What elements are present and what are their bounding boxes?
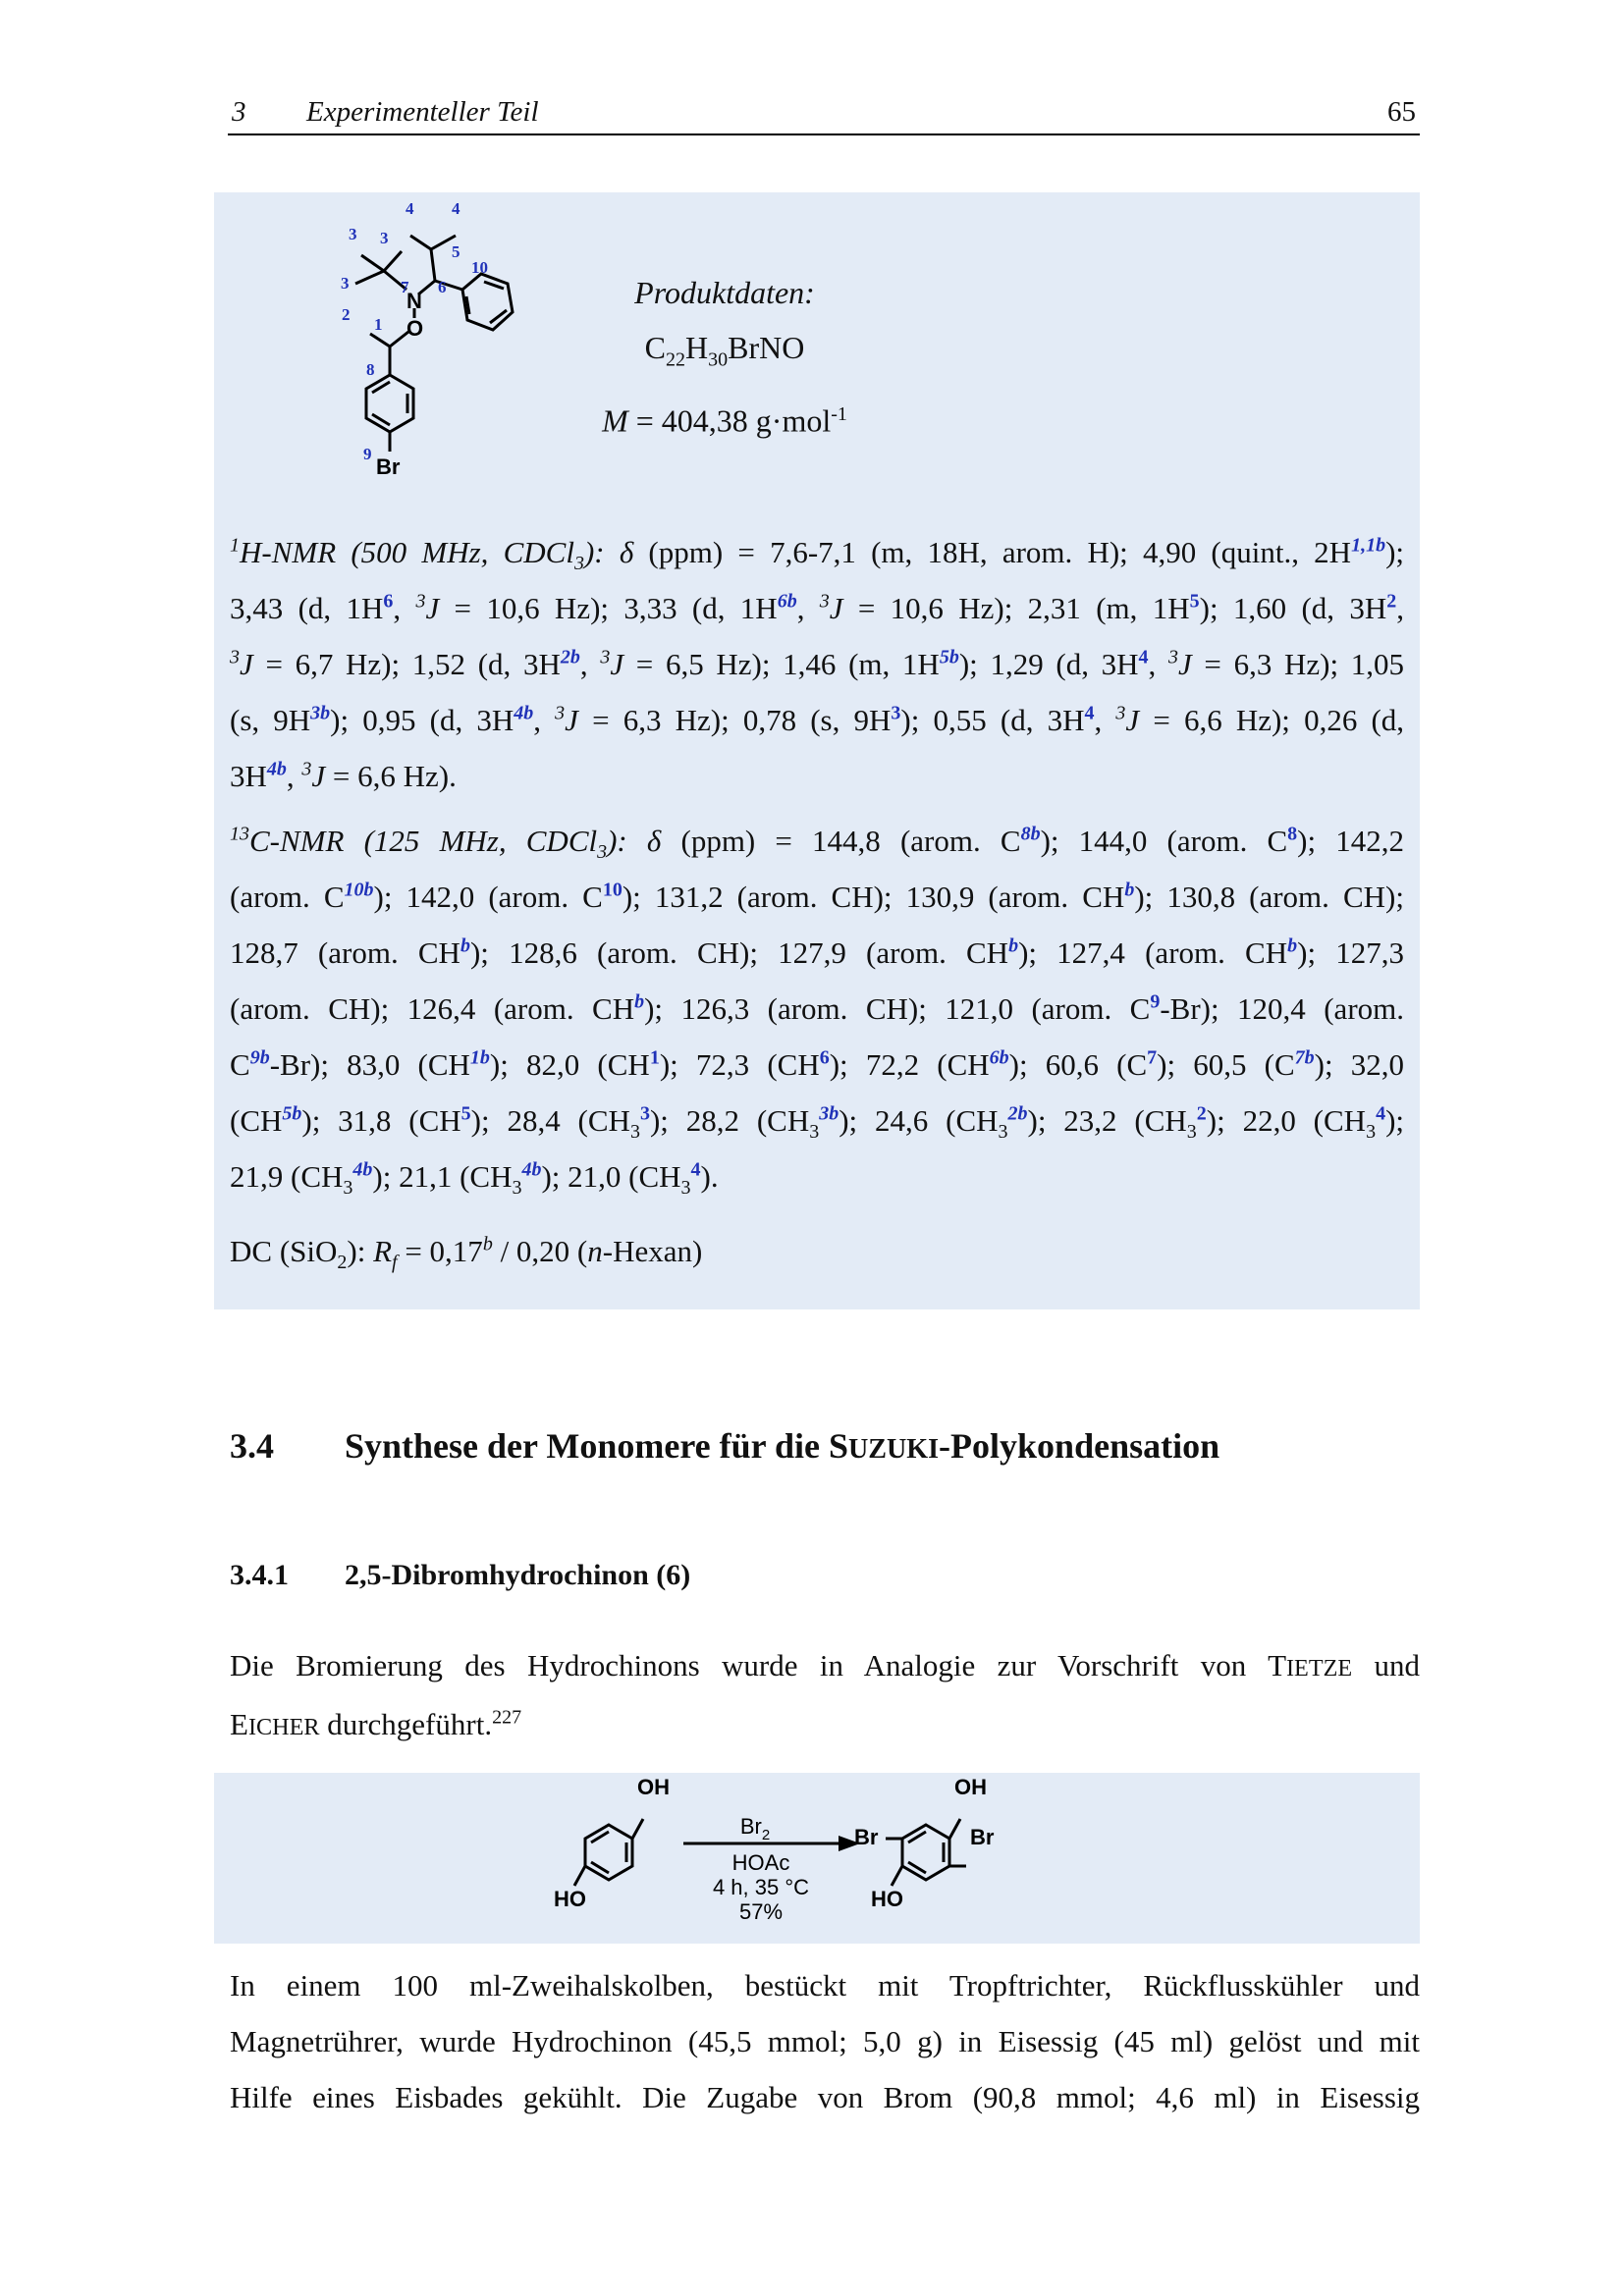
pos-3a: 3 [349, 225, 357, 243]
pos-1: 1 [374, 315, 383, 334]
h-nmr-paragraph: $^1$H-NMR (500 MHz, CDCl$_3$): δ (ppm) = 7,6-7,1 (m, 18H, arom. H); 4,90 (quint., $2H^{1,1b}$); 3,43 (d, $1H^6$, $^3$J = 10,6 Hz); 3,33 (d, $1H^{6b}$, $^3$J = 10,6 Hz); 2,31 (m, $1H^5$); 1,60 (d, $3H^2$, $^3$J = 6,7 Hz); 1,52 (d, $3H^{2b}$, $^3$J = 6,5 Hz); 1,46 (m, $1H^{5b}$); 1,29 (d, $3H^4$, $^3$J = 6,3 Hz); 1,05 (s, $9H^{3b}$); 0,95 (d, $3H^{4b}$, $^3$J = 6,3 Hz); 0,78 (s, $9H^3$); 0,55 (d, $3H^4$, $^3$J = 6,6 Hz); 0,26 (d, $3H^{4b}$, $^3$J = 6,6 Hz). [230, 534, 1405, 793]
atom-Br: Br [376, 454, 401, 479]
reagent-label: $Br_2$ [739, 1814, 771, 1843]
tlc-line: DC (SiO$_2$): $R_f = 0,17^b / 0,20$ (n-Hexan) [230, 1233, 703, 1274]
section-title: Synthese der Monomere für die SUZUKI-Polykondensation [345, 1426, 1220, 1466]
section-number: 3.4 [230, 1426, 274, 1466]
pos-4b: 4 [452, 199, 460, 218]
molar-mass: M = 404,38 g·mol$^{-1}$ [602, 403, 847, 440]
pos-8: 8 [366, 360, 375, 379]
br-left-label: Br [854, 1825, 879, 1849]
reaction-scheme [548, 1773, 1098, 1944]
c-nmr-label: $^{13}$C-NMR (125 MHz, CDCl$_3$): [230, 823, 627, 864]
pos-6: 6 [438, 278, 447, 296]
subsection-heading [230, 1559, 1420, 1592]
oh-label-product: OH [954, 1775, 987, 1799]
chapter-title: Experimenteller Teil [306, 96, 539, 128]
pos-5: 5 [452, 242, 460, 261]
pos-9: 9 [363, 445, 372, 463]
chapter-number: 3 [232, 96, 246, 128]
subsection-number: 3.4.1 [230, 1559, 289, 1591]
oh-label-reactant: OH [637, 1775, 670, 1799]
pos-2: 2 [342, 305, 351, 324]
product-data-box [214, 192, 1420, 1309]
section-heading [230, 1425, 1420, 1467]
h-nmr-label: $^1$H-NMR (500 MHz, CDCl$_3$): [230, 534, 605, 575]
c-nmr-paragraph: $^{13}$C-NMR (125 MHz, CDCl$_3$): δ (ppm) = 144,8 (arom. $C^{8b}$); 144,0 (arom. $C^8$); 142,2 (arom. $C^{10b}$); 142,0 (arom. $C^{10}$); 131,2 (arom. CH); 130,9 (arom. $CH^b$); 130,8 (arom. CH); 128,7 (arom. $CH^b$); 128,6 (arom. CH); 127,9 (arom. $CH^b$); 127,4 (arom. $CH^b$); 127,3 (arom. CH); 126,4 (arom. $CH^b$); 126,3 (arom. CH); 121,0 (arom. $C^9-Br$); 120,4 (arom. $C^{9b}-Br$); 83,0 $(CH^{1b})$; 82,0 $(CH^1)$; 72,3 $(CH^6)$; 72,2 $(CH^{6b})$; 60,6 $(C^7)$; 60,5 $(C^{7b})$; 32,0 $(CH^{5b})$; 31,8 $(CH^5)$; 28,4 $(CH_3^3)$; 28,2 $(CH_3^{3b})$; 24,6 $(CH_3^{2b})$; 23,2 $(CH_3^2)$; 22,0 $(CH_3^4)$; 21,9 $(CH_3^{4b})$; 21,1 $(CH_3^{4b})$; 21,0 $(CH_3^4)$. [230, 823, 1405, 1200]
molecule-structure [312, 192, 548, 507]
atom-O: O [406, 316, 424, 341]
solvent-label: HOAc [731, 1850, 790, 1875]
intro-paragraph: Die Bromierung des Hydrochinons wurde in Analogie zur Vorschrift von TIETZE und EICHER durchgeführt.$^{227}$ [230, 1648, 1420, 1741]
procedure-paragraph: In einem 100 ml-Zweihalskolben, bestückt mit Tropftrichter, Rückflusskühler und Magnetrührer, wurde Hydrochinon (45,5 mmol; 5,0 g) in Eisessig (45 ml) gelöst und mit Hilfe eines Eisbades gekühlt. Die Zugabe von Brom (90,8 mmol; 4,6 ml) in Eisessig [230, 1968, 1420, 2114]
pos-3c: 3 [341, 274, 350, 293]
product-heading: Produktdaten: [634, 275, 815, 310]
running-header [228, 94, 1420, 135]
pos-7: 7 [401, 278, 409, 296]
ho-label-product: HO [871, 1887, 903, 1911]
pos-4a: 4 [406, 199, 414, 218]
yield-label: 57% [738, 1899, 784, 1924]
br-right-label: Br [970, 1825, 995, 1849]
molecular-formula: $C_{22}H_{30}BrNO$ [644, 330, 805, 371]
conditions-label: 4 h, 35 °C [712, 1875, 810, 1899]
ho-label-reactant: HO [554, 1887, 586, 1911]
product-data [548, 265, 901, 449]
subsection-title: 2,5-Dibromhydrochinon (6) [345, 1559, 691, 1591]
pos-3b: 3 [380, 229, 389, 247]
reaction-scheme-box [214, 1773, 1420, 1944]
pos-10: 10 [471, 258, 488, 277]
atom-N: N [406, 289, 422, 313]
page-number: 65 [1387, 96, 1416, 128]
